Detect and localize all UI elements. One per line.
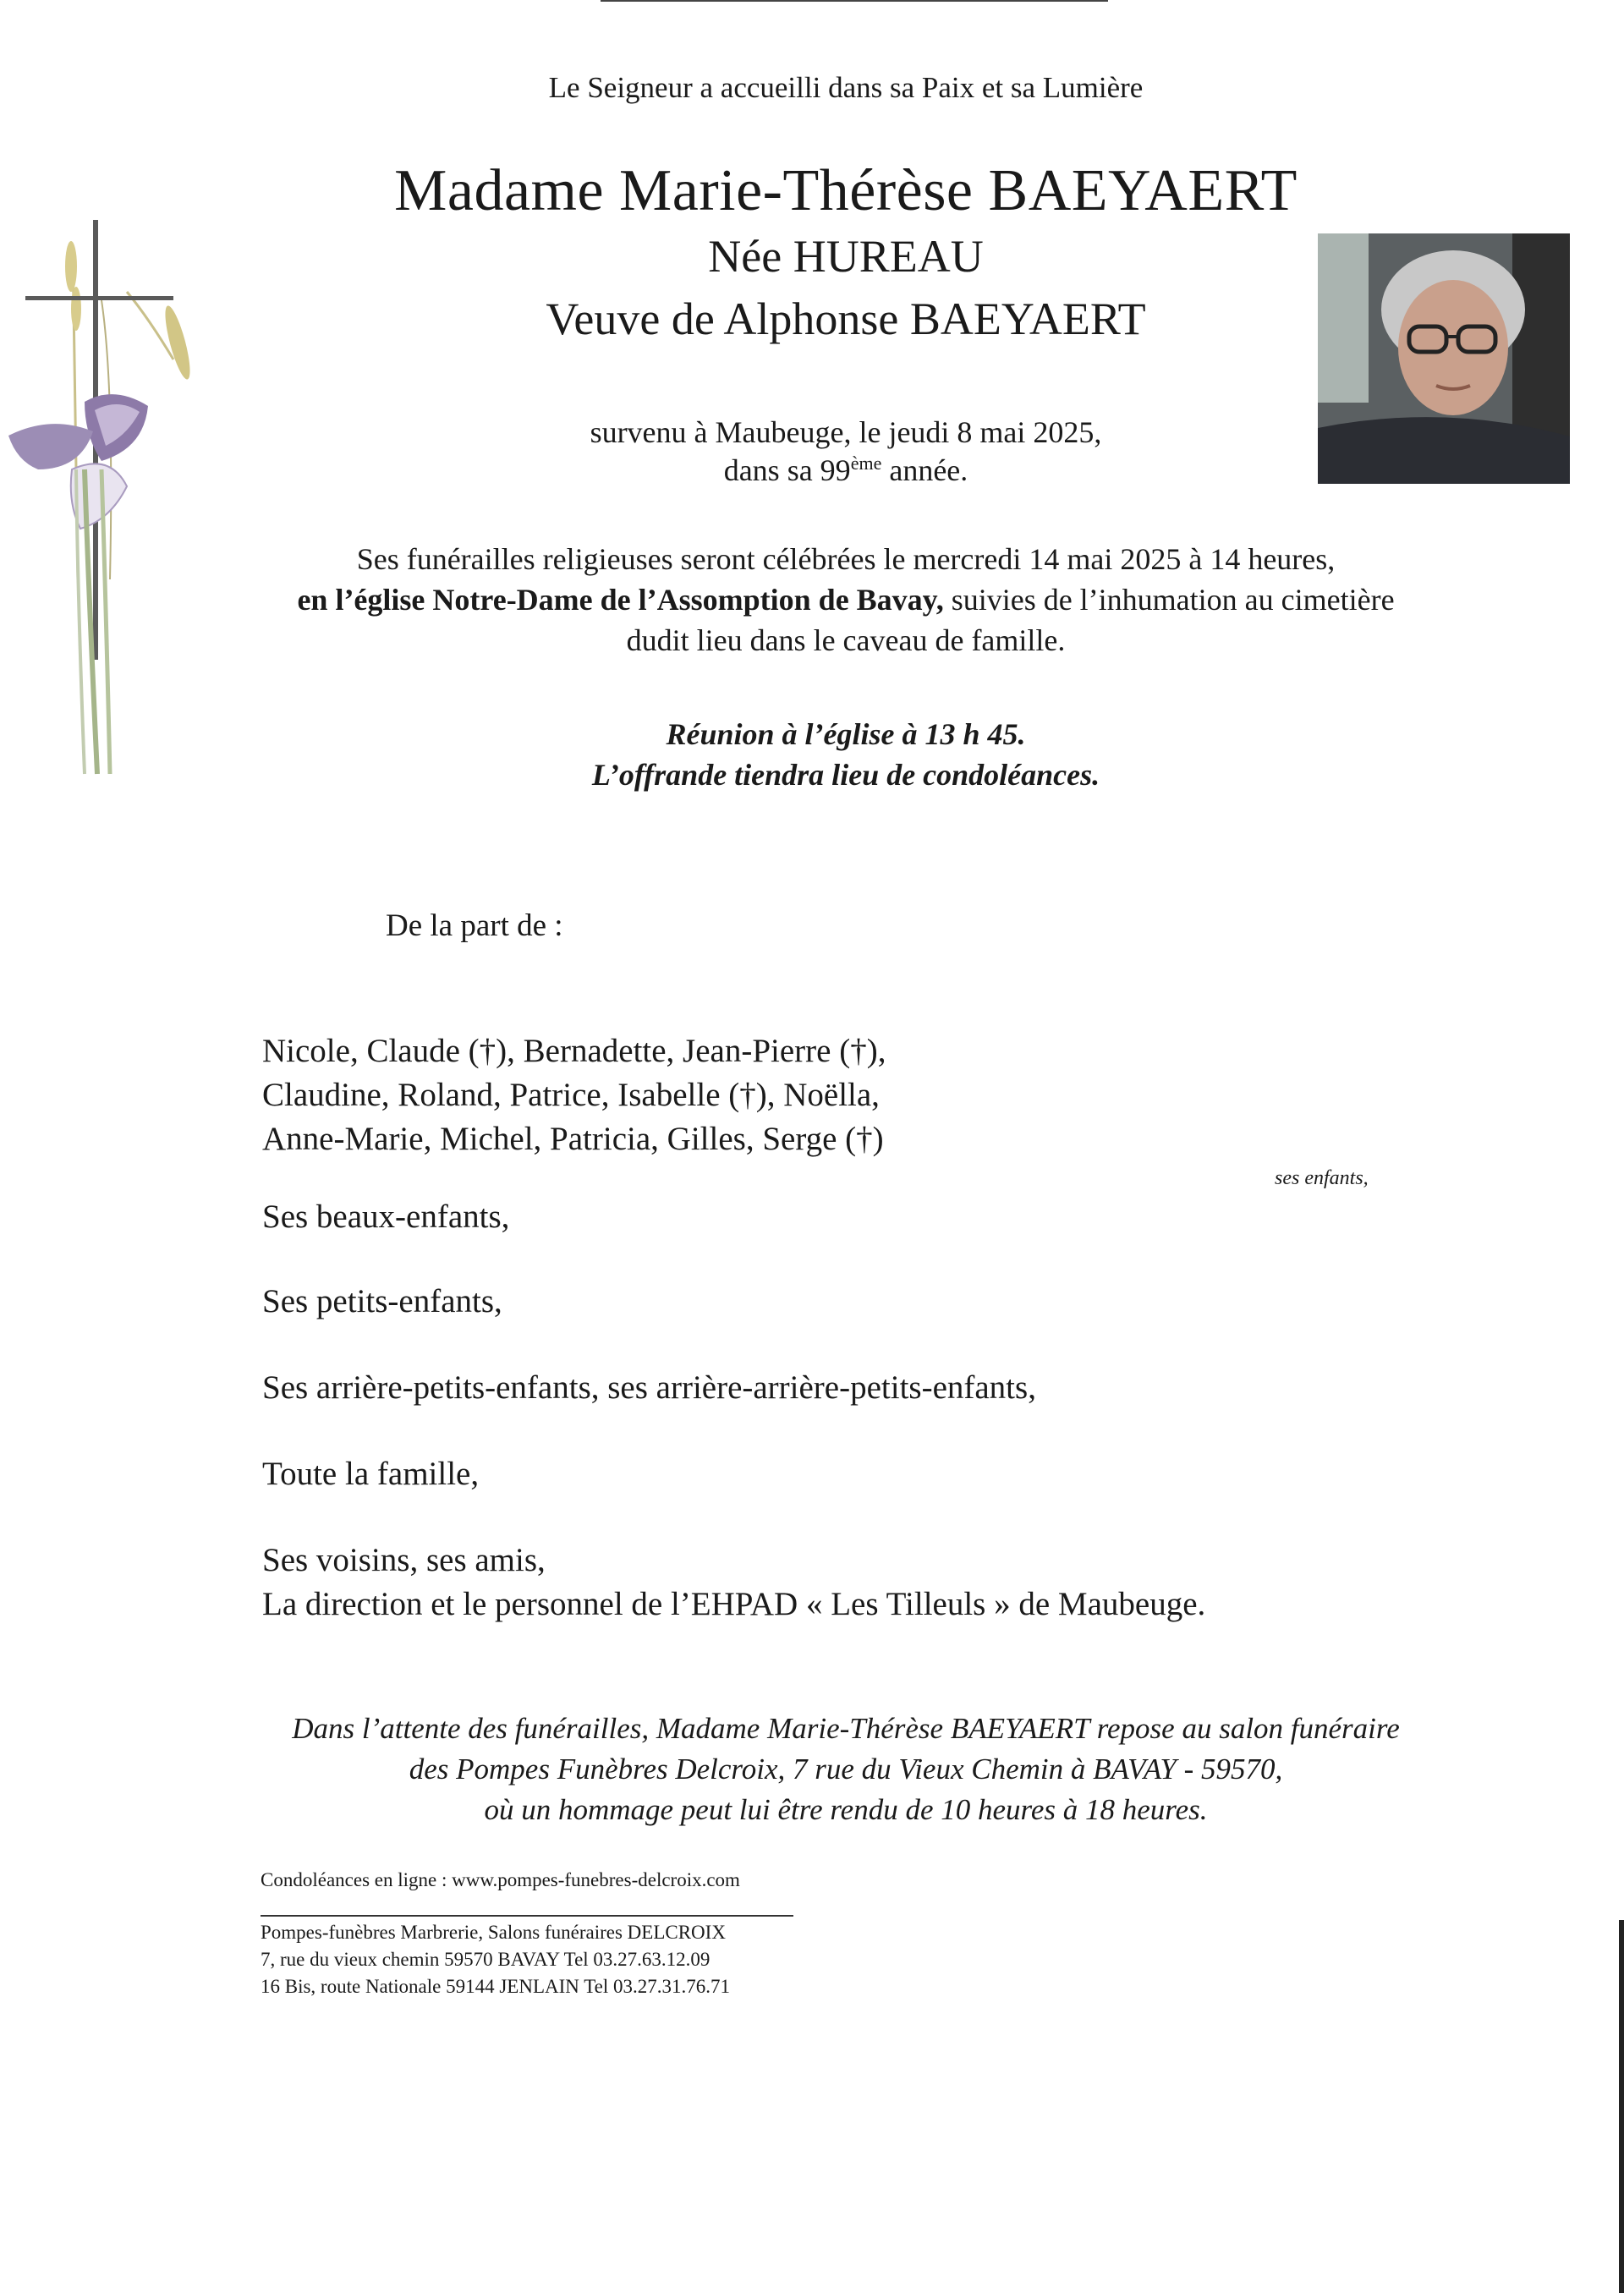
online-condolences: Condoléances en ligne : www.pompes-funebres-delcroix.com	[261, 1869, 740, 1890]
death-place-date: survenu à Maubeuge, le jeudi 8 mai 2025,	[590, 415, 1102, 449]
funeral-date: Ses funérailles religieuses seront célébrées le mercredi 14 mai 2025 à 14 heures,	[356, 542, 1336, 576]
intro-line: Le Seigneur a accueilli dans sa Paix et sa Lumière	[548, 71, 1144, 104]
age-superscript: ème	[850, 453, 882, 474]
funeral-place	[0, 582, 1624, 617]
great-grandchildren: Ses arrière-petits-enfants, ses arrière-arrière-petits-enfants,	[262, 1369, 1036, 1406]
grandchildren: Ses petits-enfants,	[262, 1283, 502, 1319]
children-line-3: Anne-Marie, Michel, Patricia, Gilles, Serge (†)	[262, 1121, 884, 1157]
wheat-stalk-left	[65, 241, 81, 579]
rest-info-line-1: Dans l’attente des funérailles, Madame Marie-Thérèse BAEYAERT repose au salon funéraire	[292, 1712, 1400, 1745]
rest-info-line-2: des Pompes Funèbres Delcroix, 7 rue du Vieux Chemin à BAVAY - 59570,	[409, 1753, 1283, 1786]
whole-family: Toute la famille,	[262, 1456, 480, 1492]
church-name: en l’église Notre-Dame de l’Assomption de Bavay,	[297, 583, 944, 617]
burial-info: suivies de l’inhumation au cimetière	[943, 583, 1395, 617]
in-laws: Ses beaux-enfants,	[262, 1199, 510, 1235]
scan-edge-line	[601, 0, 1108, 2]
age-prefix: dans sa 99	[723, 453, 851, 487]
rest-info-line-3: où un hommage peut lui être rendu de 10 heures à 18 heures.	[484, 1793, 1208, 1826]
children-line-1: Nicole, Claude (†), Bernadette, Jean-Pierre (†),	[262, 1033, 886, 1069]
neighbors-friends: Ses voisins, ses amis,	[262, 1542, 546, 1578]
offering-note: L’offrande tiendra lieu de condoléances.	[591, 758, 1100, 792]
footer-divider	[261, 1915, 793, 1917]
funeral-home-address-2: 16 Bis, route Nationale 59144 JENLAIN Tel 03.27.31.76.71	[261, 1976, 731, 1997]
death-age	[0, 453, 1624, 488]
care-home-staff: La direction et le personnel de l’EHPAD « Les Tilleuls » de Maubeuge.	[262, 1586, 1206, 1622]
children-line-2: Claudine, Roland, Patrice, Isabelle (†), Noëlla,	[262, 1077, 880, 1113]
children-label: ses enfants,	[1275, 1167, 1369, 1189]
on-behalf-of: De la part de :	[386, 908, 563, 943]
maiden-name: Née HUREAU	[708, 231, 984, 282]
age-suffix: année.	[881, 453, 968, 487]
funeral-home-name: Pompes-funèbres Marbrerie, Salons funéraires DELCROIX	[261, 1922, 726, 1943]
scan-edge-bar	[1619, 1920, 1624, 2293]
funeral-home-address-1: 7, rue du vieux chemin 59570 BAVAY Tel 03.27.63.12.09	[261, 1949, 710, 1970]
meeting-time: Réunion à l’église à 13 h 45.	[666, 717, 1026, 751]
burial-vault: dudit lieu dans le caveau de famille.	[626, 623, 1066, 657]
widow-of: Veuve de Alphonse BAEYAERT	[546, 293, 1146, 344]
deceased-name: Madame Marie-Thérèse BAEYAERT	[394, 158, 1298, 223]
